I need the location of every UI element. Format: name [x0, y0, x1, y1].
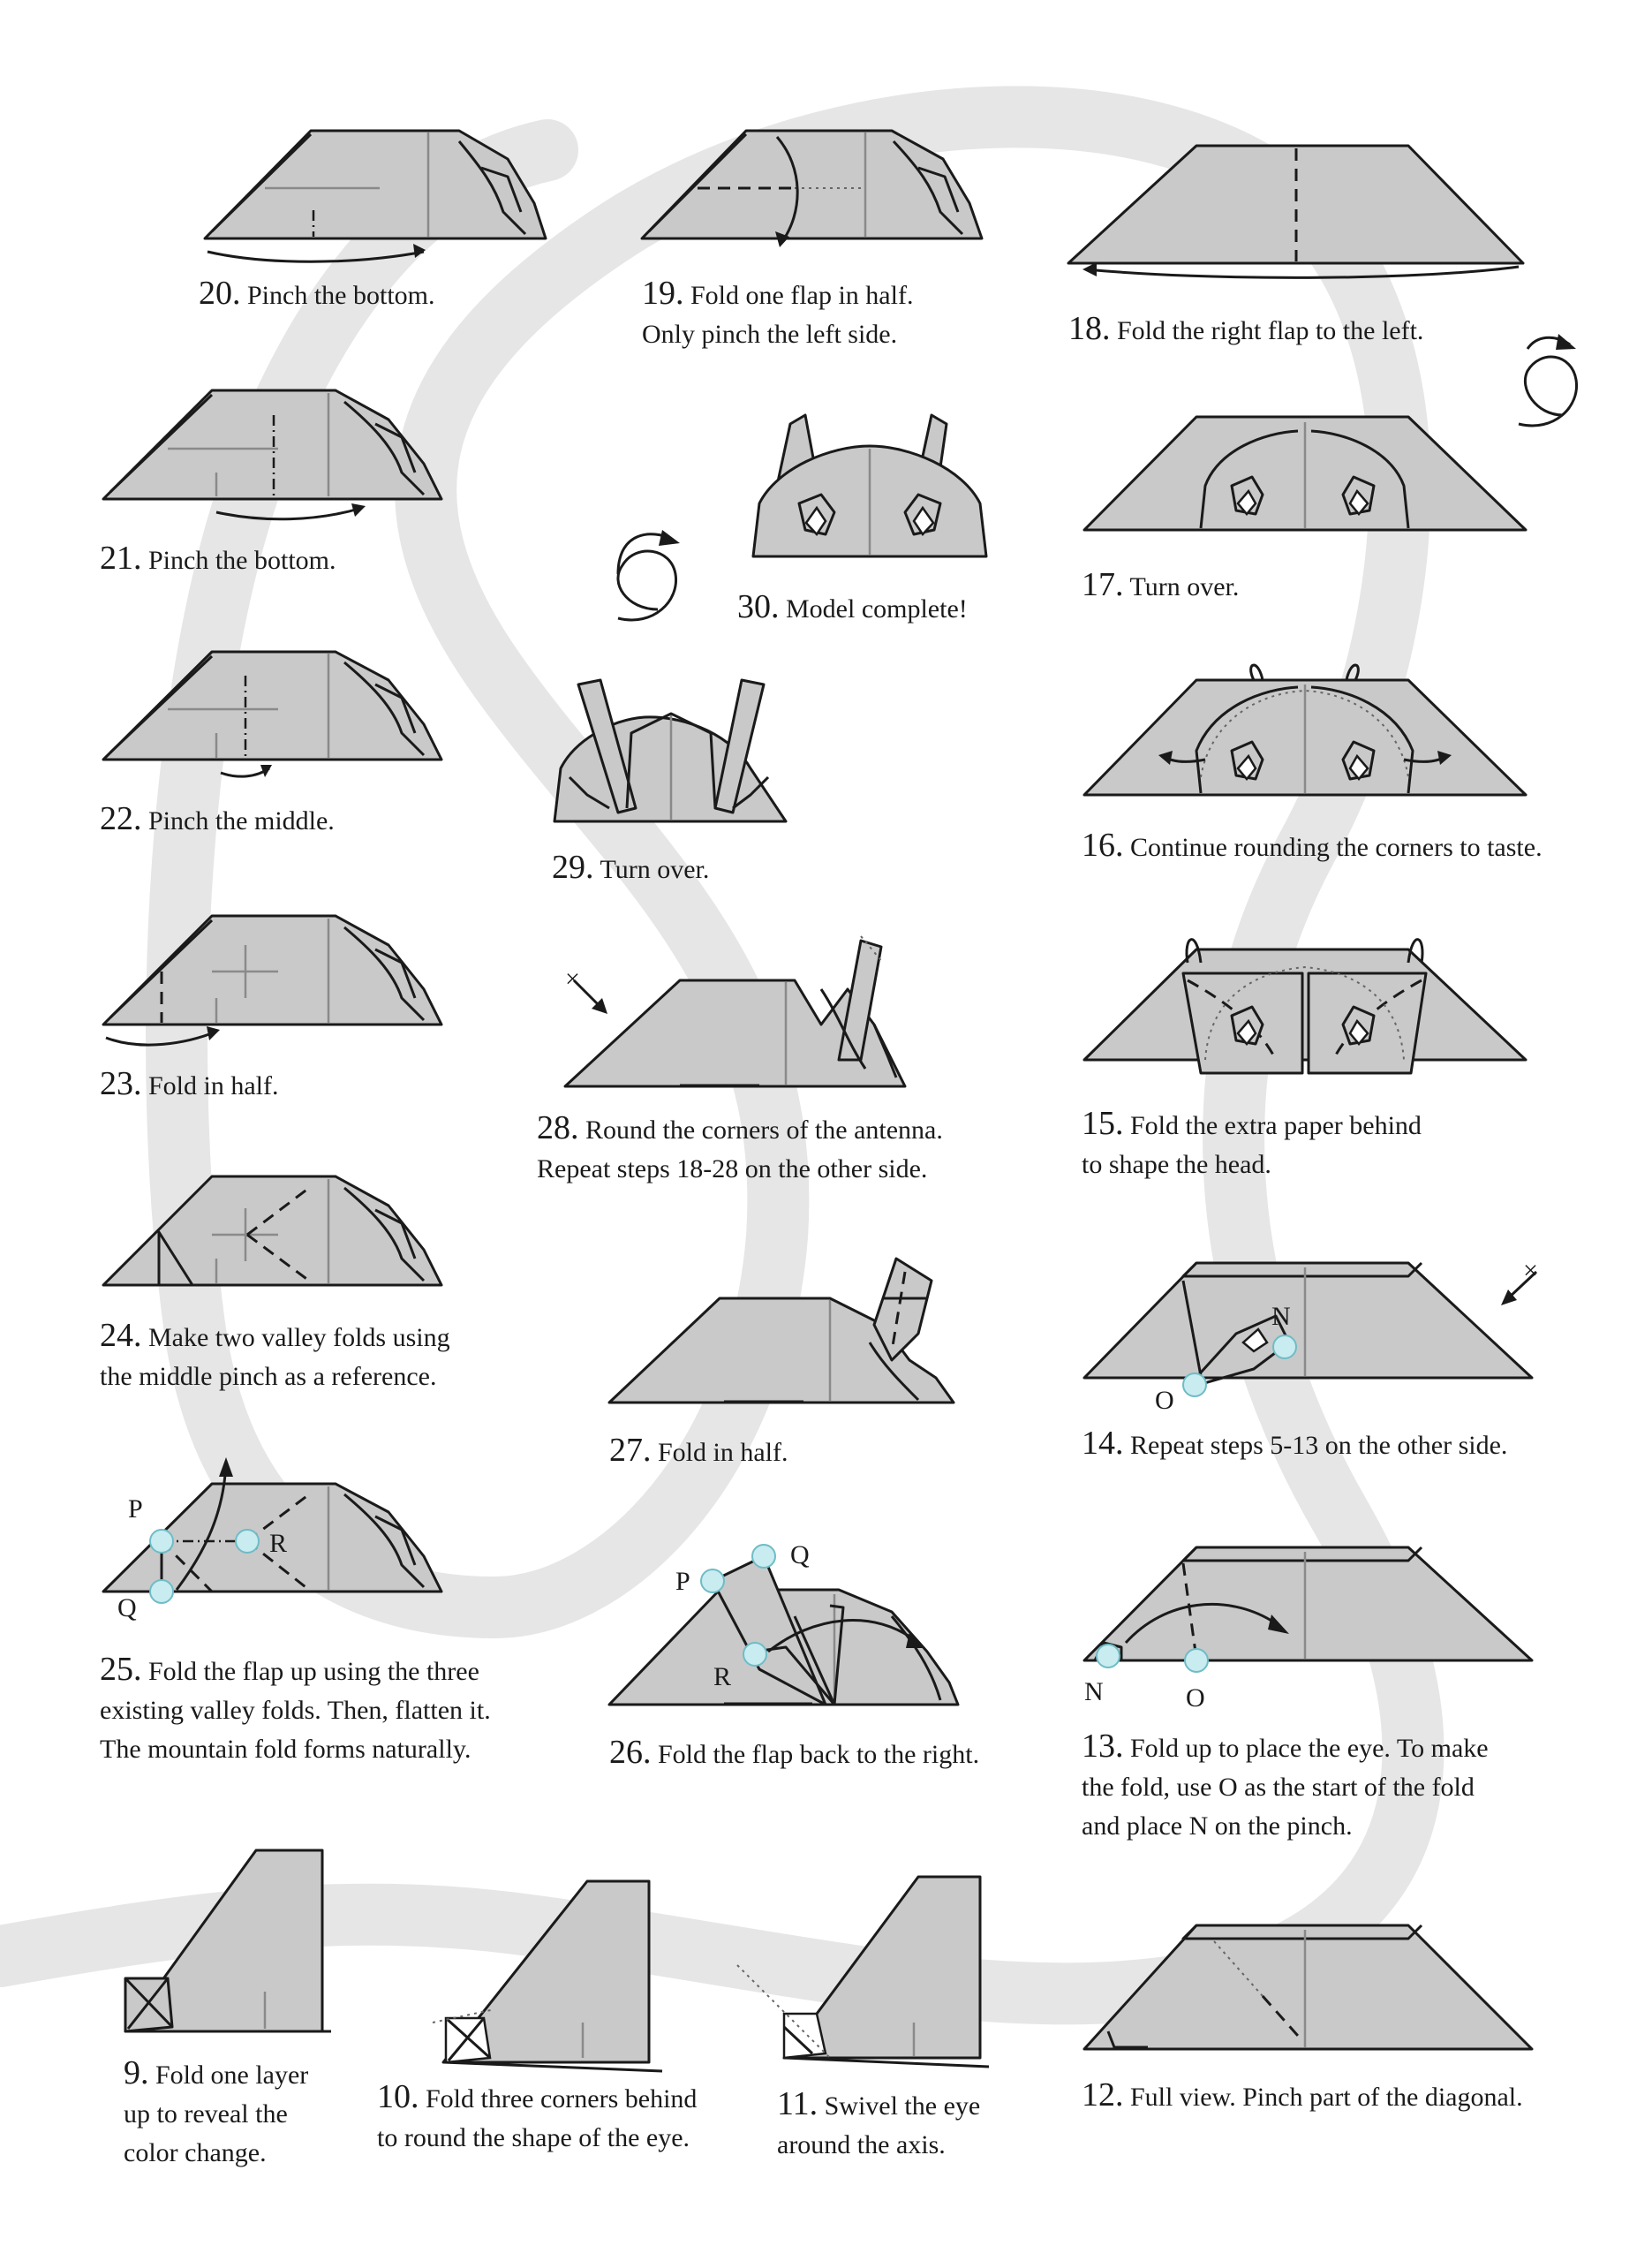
- step-text: Full view. Pinch part of the diagonal.: [1130, 2083, 1523, 2112]
- step-text: Fold up to place the eye. To make: [1130, 1734, 1489, 1763]
- step-text: to shape the head.: [1082, 1150, 1271, 1179]
- step-text: Pinch the bottom.: [148, 546, 336, 575]
- step-number: 15.: [1082, 1105, 1124, 1142]
- point-o-label: O: [1186, 1683, 1205, 1713]
- step-text: Fold the flap up using the three: [148, 1657, 479, 1686]
- x-mark: ×: [1523, 1256, 1538, 1285]
- step-number: 14.: [1082, 1425, 1124, 1462]
- step-text: around the axis.: [777, 2130, 946, 2159]
- step-text: Pinch the bottom.: [247, 281, 435, 310]
- step-number: 23.: [100, 1065, 142, 1102]
- step-number: 16.: [1082, 827, 1124, 864]
- point-r-label: R: [713, 1662, 732, 1691]
- step-text: the fold, use O as the start of the fold: [1082, 1773, 1475, 1802]
- step-text: Only pinch the left side.: [642, 320, 898, 349]
- step-number: 11.: [777, 2085, 818, 2122]
- step-number: 29.: [552, 849, 594, 886]
- step-text: to round the shape of the eye.: [377, 2123, 690, 2152]
- point-n-label: N: [1084, 1677, 1104, 1706]
- step-text: Turn over.: [1129, 572, 1240, 601]
- step-number: 30.: [737, 588, 780, 625]
- step-number: 27.: [609, 1432, 652, 1469]
- step-number: 13.: [1082, 1728, 1124, 1765]
- step-number: 26.: [609, 1734, 652, 1771]
- step-text: Repeat steps 18-28 on the other side.: [537, 1154, 928, 1183]
- point-q-label: Q: [117, 1593, 137, 1622]
- x-mark: ×: [565, 964, 580, 994]
- step-number: 22.: [100, 800, 142, 837]
- step-text: and place N on the pinch.: [1082, 1811, 1353, 1841]
- step-number: 20.: [199, 275, 241, 312]
- step-text: up to reveal the: [124, 2099, 288, 2129]
- step-text: Model complete!: [786, 594, 968, 624]
- step-number: 17.: [1082, 566, 1124, 603]
- step-text: Turn over.: [600, 855, 710, 884]
- step-12-caption: [1082, 2076, 1523, 2117]
- step-number: 12.: [1082, 2076, 1124, 2114]
- step-text: Fold in half.: [148, 1071, 279, 1100]
- point-p-label: P: [128, 1494, 143, 1524]
- point-r-label: R: [269, 1529, 288, 1558]
- step-text: Fold one flap in half.: [690, 281, 914, 310]
- step-number: 19.: [642, 275, 684, 312]
- point-q-label: Q: [790, 1540, 810, 1569]
- step-text: Fold the right flap to the left.: [1117, 316, 1424, 345]
- step-number: 25.: [100, 1651, 142, 1688]
- step-text: The mountain fold forms naturally.: [100, 1735, 471, 1764]
- step-text: Fold three corners behind: [426, 2084, 698, 2114]
- step-text: Continue rounding the corners to taste.: [1130, 833, 1543, 862]
- step-text: the middle pinch as a reference.: [100, 1362, 437, 1391]
- step-text: Fold in half.: [658, 1438, 788, 1467]
- step-text: Make two valley folds using: [148, 1323, 450, 1352]
- step-text: Fold the extra paper behind: [1130, 1111, 1422, 1140]
- step-number: 18.: [1068, 310, 1111, 347]
- step-text: existing valley folds. Then, flatten it.: [100, 1696, 491, 1725]
- step-number: 28.: [537, 1109, 579, 1146]
- step-text: Fold the flap back to the right.: [658, 1740, 980, 1769]
- step-text: Pinch the middle.: [148, 806, 335, 836]
- step-number: 9.: [124, 2054, 149, 2091]
- step-number: 10.: [377, 2078, 419, 2115]
- step-number: 24.: [100, 1317, 142, 1354]
- step-text: Fold one layer: [155, 2061, 309, 2090]
- point-p-label: P: [675, 1567, 690, 1596]
- step-text: color change.: [124, 2138, 267, 2167]
- step-text: Swivel the eye: [824, 2091, 981, 2121]
- step-text: Round the corners of the antenna.: [585, 1115, 943, 1145]
- point-o-label: O: [1155, 1386, 1174, 1415]
- step-text: Repeat steps 5-13 on the other side.: [1130, 1431, 1508, 1460]
- point-n-label: N: [1271, 1302, 1291, 1331]
- step-number: 21.: [100, 540, 142, 577]
